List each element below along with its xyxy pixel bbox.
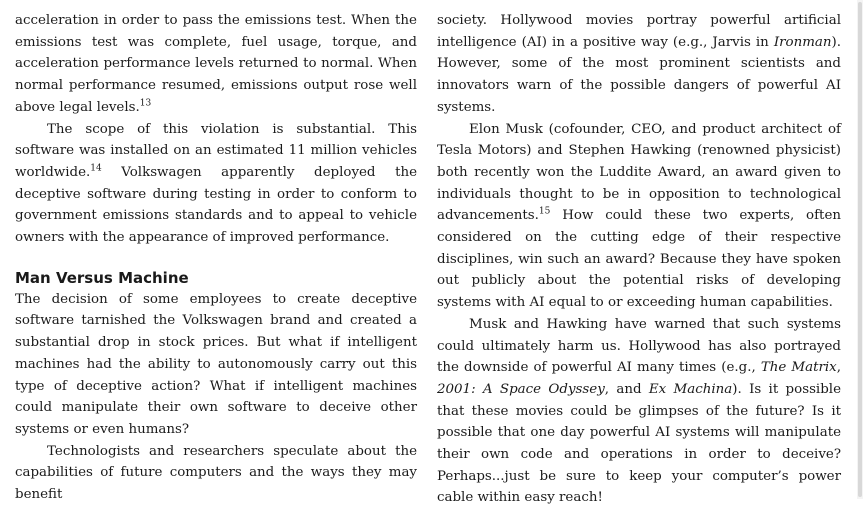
paragraph-text: Musk and Hawking have warned that such systems could ultimately harm us. Hollywood has also portrayed the downside of powerful AI many times (e.g., (437, 316, 841, 376)
paragraph-text: acceleration in order to pass the emissions test. When the emissions test was complete, fuel usage, torque, and acceleration performance levels returned to normal. When normal performance resumed, emissions output rose well above legal levels. (15, 13, 417, 115)
left-column (15, 10, 417, 506)
movie-title-ex-machina: Ex Machina (648, 381, 733, 397)
paragraph-luddite-award (437, 119, 841, 314)
movie-title-ironman: Ironman (773, 34, 832, 50)
paragraph-text: Technologists and researchers speculate about the capabilities of future computers and the ways they may benefit (15, 443, 417, 503)
paragraph-technologists (15, 441, 417, 506)
right-column (437, 10, 841, 509)
section-heading: Man Versus Machine (15, 268, 189, 287)
paragraph-emissions-test (15, 10, 417, 119)
footnote-ref-15: 15 (538, 206, 551, 217)
paragraph-text: society. Hollywood movies portray powerful artificial intelligence (AI) in a positive way (e.g., Jarvis in (437, 13, 841, 50)
paragraph-hollywood (437, 10, 841, 119)
separator-text: , and (604, 381, 649, 397)
paragraph-deceptive-software (15, 289, 417, 441)
movie-title-space-odyssey: 2001: A Space Odyssey (437, 381, 605, 397)
scrollbar-thumb[interactable] (858, 2, 862, 497)
footnote-ref-13: 13 (139, 98, 152, 109)
paragraph-text: How could these two experts, often considered on the cutting edge of their respective disciplines, win such an award? Because they have spoken out publicly about the potential risks of developing systems with AI equal to or exceeding human capabilities. (437, 208, 841, 311)
paragraph-text: Volkswagen apparently deployed the deceptive software during testing in order to conform to government emissions standards and to appeal to vehicle owners with the appearance of improved performance. (15, 164, 417, 246)
paragraph-text: The decision of some employees to create deceptive software tarnished the Volkswagen brand and created a substantial drop in stock prices. But what if intelligent machines had the ability to autonomously carry out this type of deceptive action? What if intelligent machines could manipulate their own software to deceive other systems or even humans? (15, 291, 417, 437)
paragraph-text: Elon Musk (cofounder, CEO, and product architect of Tesla Motors) and Stephen Hawking (renowned physicist) both recently won the Luddite Award, an award given to individuals thought to be in opposition to technological advancements. (437, 121, 841, 224)
paragraph-warnings (437, 314, 841, 509)
paragraph-text: The scope of this violation is substantial. This software was installed on an estimated 11 million vehicles worldwide. (15, 121, 417, 180)
footnote-ref-14: 14 (90, 163, 102, 174)
paragraph-text: ). Is it possible that these movies could be glimpses of the future? Is it possible that one day powerful AI systems will manipulate their own code and operations in order to deceive? Perhaps...just be sure to keep your computer’s power cable within easy reach! (437, 381, 841, 506)
movie-title-matrix: The Matrix (760, 360, 837, 376)
paragraph-scope (15, 119, 417, 249)
vertical-scrollbar[interactable] (857, 0, 863, 499)
paragraph-text: ). However, some of the most prominent scientists and innovators warn of the possible dangers of powerful AI systems. (437, 34, 841, 115)
separator-text: , (836, 360, 841, 376)
